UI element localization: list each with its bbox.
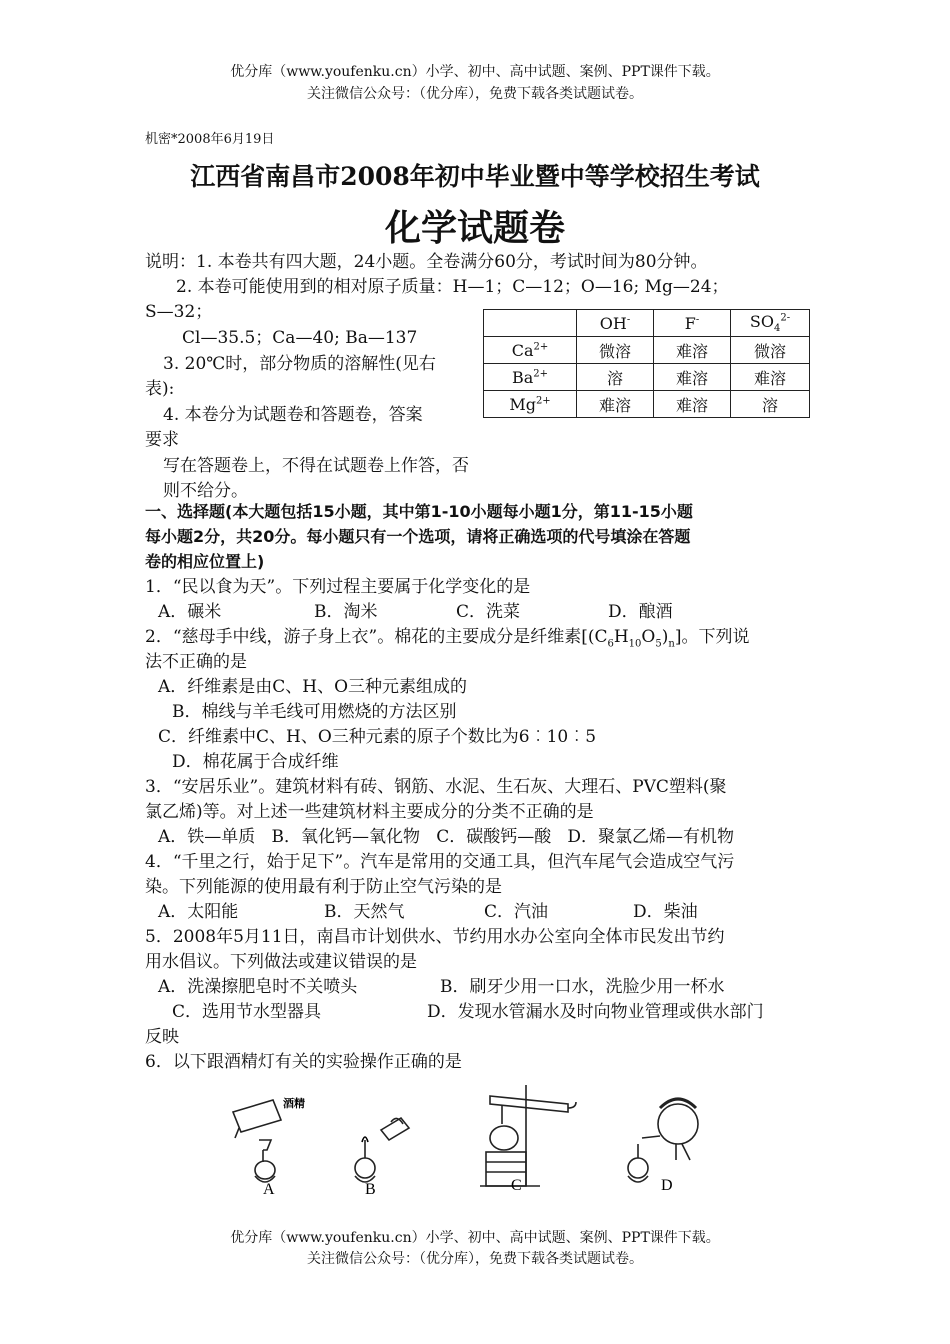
note-4: 4. 本卷分为试题卷和答题卷，答案 xyxy=(163,405,423,425)
q1-option-c: C．洗菜 xyxy=(456,602,521,622)
q1-option-b: B．淘米 xyxy=(314,602,378,622)
note-3: 3. 20℃时，部分物质的溶解性(见右 xyxy=(163,354,436,374)
exam-title: 江西省南昌市2008年初中毕业暨中等学校招生考试 xyxy=(190,162,760,191)
q5-option-c: C．选用节水型器具 xyxy=(172,1002,322,1022)
cation-ba: $Ba^{2+}$ xyxy=(484,364,577,391)
q6-figure xyxy=(225,1080,725,1200)
anion-f: F- xyxy=(654,310,731,337)
q4-option-b: B．天然气 xyxy=(324,902,405,922)
q4-option-c: C．汽油 xyxy=(484,902,549,922)
anion-oh: OH- xyxy=(577,310,654,337)
solubility-table xyxy=(483,309,810,418)
q5-stem: 5．2008年5月11日，南昌市计划供水、节约用水办公室向全体市民发出节约 xyxy=(145,927,725,947)
note-2-cont: S—32； xyxy=(145,302,213,322)
q2-option-d: D．棉花属于合成纤维 xyxy=(172,752,339,772)
q3-stem-cont: 氯乙烯)等。对上述一些建筑材料主要成分的分类不正确的是 xyxy=(145,802,594,822)
table-row: $Mg^{2+}$ 难溶 难溶 溶 xyxy=(484,391,810,418)
note-4-cont3: 则不给分。 xyxy=(163,481,248,501)
figure-label-a: A xyxy=(263,1181,275,1198)
q5-stem-cont: 用水倡议。下列做法或建议错误的是 xyxy=(145,952,417,972)
q4-stem: 4．“千里之行，始于足下”。汽车是常用的交通工具，但汽车尾气会造成空气污 xyxy=(145,852,735,872)
q5-option-d-cont: 反映 xyxy=(145,1027,179,1047)
section1-heading-3: 卷的相应位置上) xyxy=(145,552,265,571)
note-2-atomic: Cl—35.5；Ca—40; Ba—137 xyxy=(182,328,418,348)
q1-option-d: D．酿酒 xyxy=(608,602,673,622)
figure-a-pouring-icon xyxy=(233,1100,281,1182)
q3-options: A．铁—单质 B．氧化钙—氧化物 C．碳酸钙—酸 D．聚氯乙烯—有机物 xyxy=(158,827,735,847)
q2-stem-cont: 法不正确的是 xyxy=(145,652,247,672)
q2-option-a: A．纤维素是由C、H、O三种元素组成的 xyxy=(158,677,468,697)
footer-line-1: 优分库（www.youfenku.cn）小学、初中、高中试题、案例、PPT课件下载。 xyxy=(230,1230,720,1246)
anion-so4: $SO_4^{2-}$ xyxy=(731,310,810,337)
note-4-cont: 要求 xyxy=(145,430,179,450)
q2-option-c: C．纤维素中C、H、O三种元素的原子个数比为6︰10︰5 xyxy=(158,727,597,747)
figure-b-lamp-icon xyxy=(355,1118,409,1182)
note-2: 2. 本卷可能使用到的相对原子质量：H—1；C—12；O—16; Mg—24； xyxy=(176,277,729,297)
q3-stem: 3．“安居乐业”。建筑材料有砖、钢筋、水泥、生石灰、大理石、PVC塑料(聚 xyxy=(145,777,727,797)
table-row: $Ca^{2+}$ 微溶 难溶 微溶 xyxy=(484,337,810,364)
header-line-2: 关注微信公众号：（优分库），免费下载各类试题试卷。 xyxy=(307,86,643,102)
q5-option-a: A．洗澡擦肥皂时不关喷头 xyxy=(158,977,358,997)
note-1: 说明：1. 本卷共有四大题，24小题。全卷满分60分，考试时间为80分钟。 xyxy=(145,252,708,272)
note-3-cont: 表): xyxy=(145,379,175,399)
note-4-cont2: 写在答题卷上，不得在试题卷上作答，否 xyxy=(163,456,469,476)
q4-option-a: A．太阳能 xyxy=(158,902,239,922)
figure-label-b: B xyxy=(365,1181,376,1198)
figure-c-stand-icon xyxy=(480,1085,576,1186)
figure-label-alcohol: 酒精 xyxy=(283,1097,305,1110)
exam-subtitle: 化学试题卷 xyxy=(384,208,565,249)
cation-mg: $Mg^{2+}$ xyxy=(484,391,577,418)
q1-stem: 1．“民以食为天”。下列过程主要属于化学变化的是 xyxy=(145,577,531,597)
q5-option-d: D．发现水管漏水及时向物业管理或供水部门 xyxy=(427,1002,764,1022)
q2-option-b: B．棉线与羊毛线可用燃烧的方法区别 xyxy=(172,702,457,722)
confidential-date: 机密*2008年6月19日 xyxy=(145,132,275,147)
q1-option-a: A．碾米 xyxy=(158,602,222,622)
q5-option-b: B．刷牙少用一口水，洗脸少用一杯水 xyxy=(440,977,725,997)
footer-line-2: 关注微信公众号：（优分库），免费下载各类试题试卷。 xyxy=(307,1251,643,1267)
section1-heading-2: 每小题2分，共20分。每小题只有一个选项，请将正确选项的代号填涂在答题 xyxy=(145,527,691,546)
section1-heading-1: 一、选择题(本大题包括15小题，其中第1-10小题每小题1分，第11-15小题 xyxy=(145,502,693,521)
cation-ca: $Ca^{2+}$ xyxy=(484,337,577,364)
figure-d-blowing-icon xyxy=(628,1099,698,1182)
q4-stem-cont: 染。下列能源的使用最有利于防止空气污染的是 xyxy=(145,877,502,897)
figure-label-d: D xyxy=(661,1177,673,1194)
table-row: $Ba^{2+}$ 溶 难溶 难溶 xyxy=(484,364,810,391)
q6-stem: 6．以下跟酒精灯有关的实验操作正确的是 xyxy=(145,1052,462,1072)
figure-label-c: C xyxy=(511,1177,522,1194)
header-line-1: 优分库（www.youfenku.cn）小学、初中、高中试题、案例、PPT课件下载。 xyxy=(230,64,720,80)
q4-option-d: D．柴油 xyxy=(633,902,698,922)
q2-stem: 2．“慈母手中线，游子身上衣”。棉花的主要成分是纤维素$[(C_6H_{10}O_5)_n]$。下列说 xyxy=(145,627,750,650)
